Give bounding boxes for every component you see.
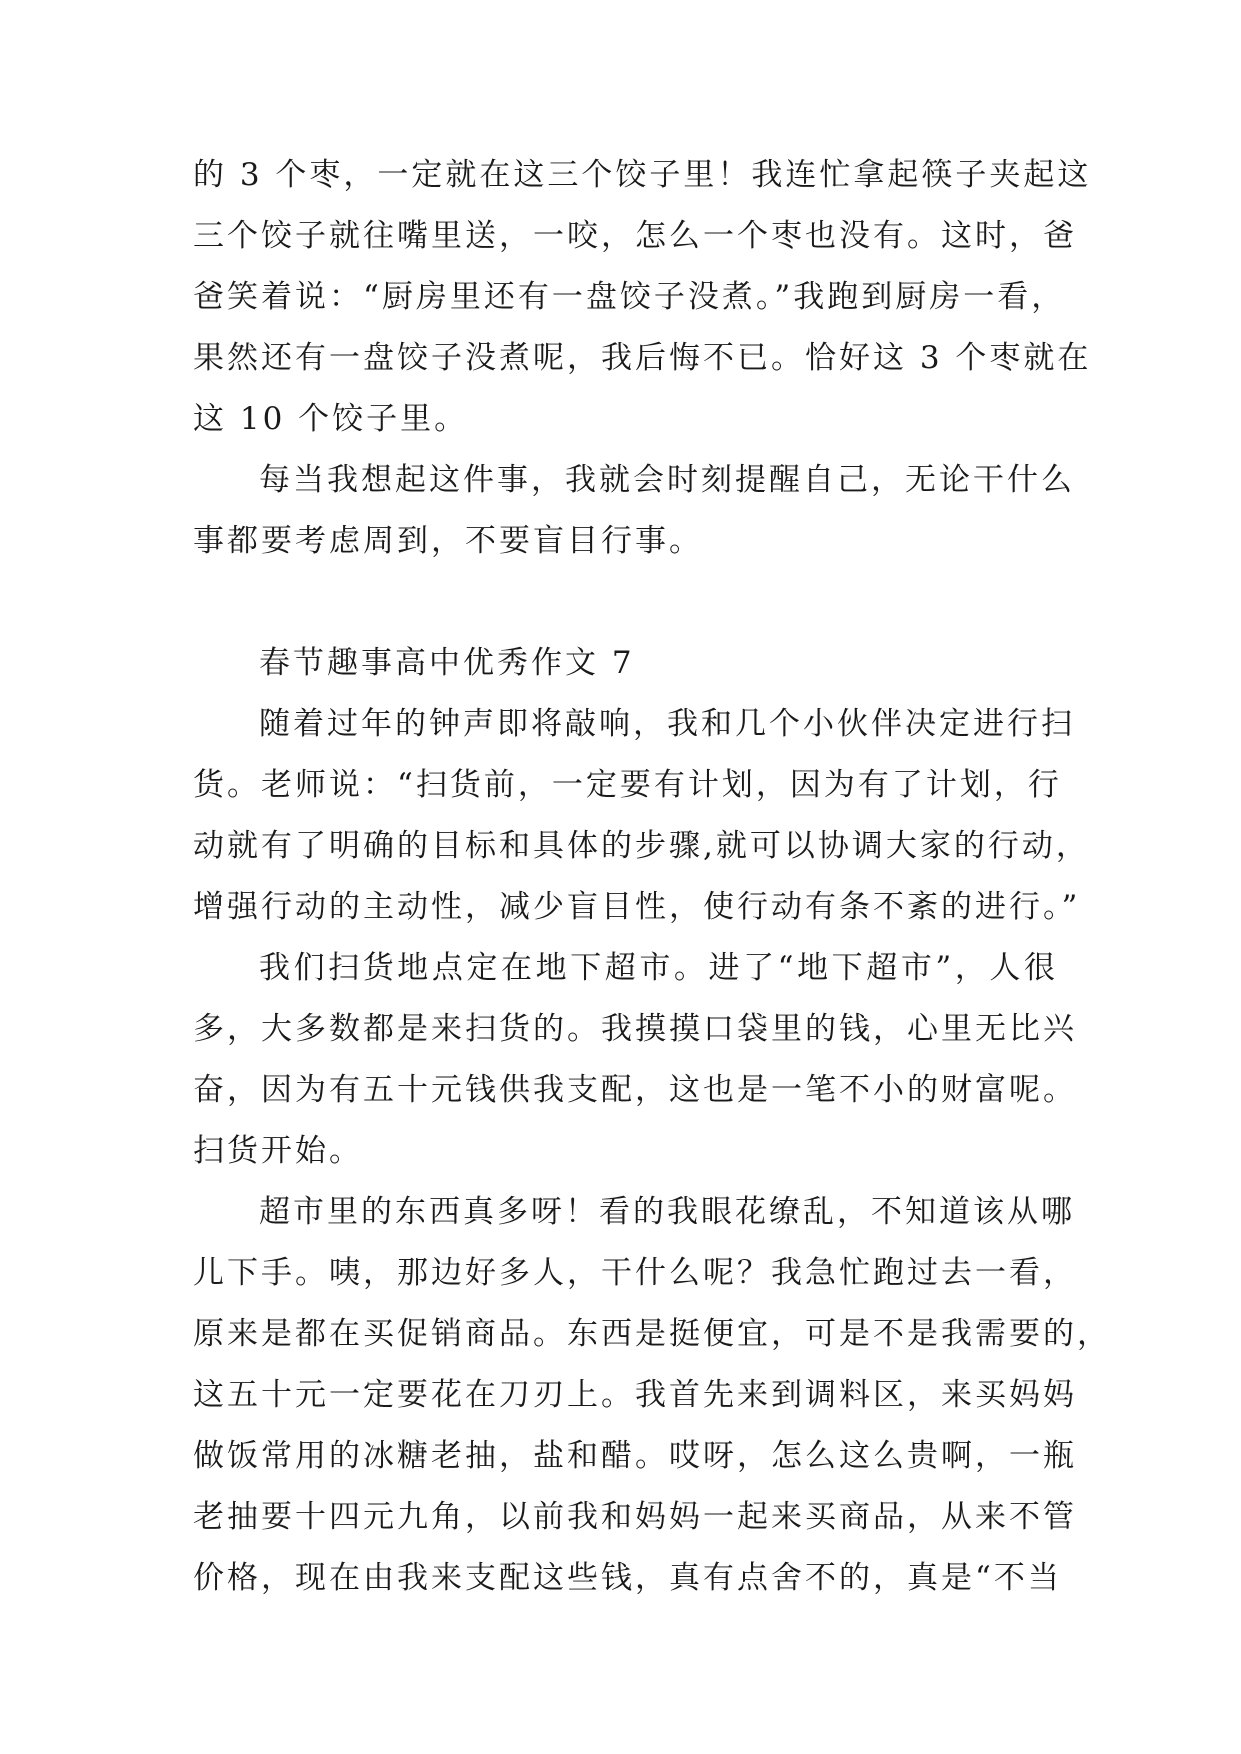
text-line: 价格，现在由我来支配这些钱，真有点舍不的，真是“不当 (193, 1560, 1062, 1596)
text-line: 果然还有一盘饺子没煮呢，我后悔不已。恰好这 3 个枣就在 (193, 340, 1092, 376)
text-line: 增强行动的主动性，减少盲目性，使行动有条不紊的进行。” (193, 889, 1081, 925)
text-line: 我们扫货地点定在地下超市。进了“地下超市”，人很 (259, 950, 1058, 986)
section-title: 春节趣事高中优秀作文 7 (259, 645, 635, 681)
text-line: 扫货开始。 (193, 1133, 363, 1169)
text-line: 原来是都在买促销商品。东西是挺便宜，可是不是我需要的， (193, 1316, 1111, 1352)
paragraph (193, 938, 1077, 1182)
text-line: 三个饺子就往嘴里送，一咬，怎么一个枣也没有。这时，爸 (193, 218, 1077, 254)
text-line: 做饭常用的冰糖老抽，盐和醋。哎呀，怎么这么贵啊，一瓶 (193, 1438, 1077, 1474)
text-line: 多，大多数都是来扫货的。我摸摸口袋里的钱，心里无比兴 (193, 1011, 1077, 1047)
text-line: 随着过年的钟声即将敲响，我和几个小伙伴决定进行扫 (259, 706, 1075, 742)
paragraph (193, 145, 1092, 450)
paragraph (193, 1182, 1111, 1609)
paragraph-spacer (193, 572, 1058, 633)
text-line: 老抽要十四元九角，以前我和妈妈一起来买商品，从来不管 (193, 1499, 1077, 1535)
text-line: 这五十元一定要花在刀刃上。我首先来到调料区，来买妈妈 (193, 1377, 1077, 1413)
paragraph (193, 694, 1090, 938)
document-body (193, 145, 1111, 1609)
text-line: 货。老师说：“扫货前，一定要有计划，因为有了计划，行 (193, 767, 1062, 803)
text-line: 儿下手。咦，那边好多人，干什么呢？我急忙跑过去一看， (193, 1255, 1077, 1291)
paragraph (193, 450, 1075, 572)
text-line: 每当我想起这件事，我就会时刻提醒自己，无论干什么 (259, 462, 1075, 498)
text-line: 这 10 个饺子里。 (193, 401, 469, 437)
text-line: 爸笑着说：“厨房里还有一盘饺子没煮。”我跑到厨房一看， (193, 279, 1066, 315)
text-line: 超市里的东西真多呀！看的我眼花缭乱，不知道该从哪 (259, 1194, 1075, 1230)
text-line: 奋，因为有五十元钱供我支配，这也是一笔不小的财富呢。 (193, 1072, 1077, 1108)
text-line: 的 3 个枣，一定就在这三个饺子里！我连忙拿起筷子夹起这 (193, 157, 1092, 193)
text-line: 动就有了明确的目标和具体的步骤,就可以协调大家的行动， (193, 828, 1090, 864)
text-line: 事都要考虑周到，不要盲目行事。 (193, 523, 703, 559)
